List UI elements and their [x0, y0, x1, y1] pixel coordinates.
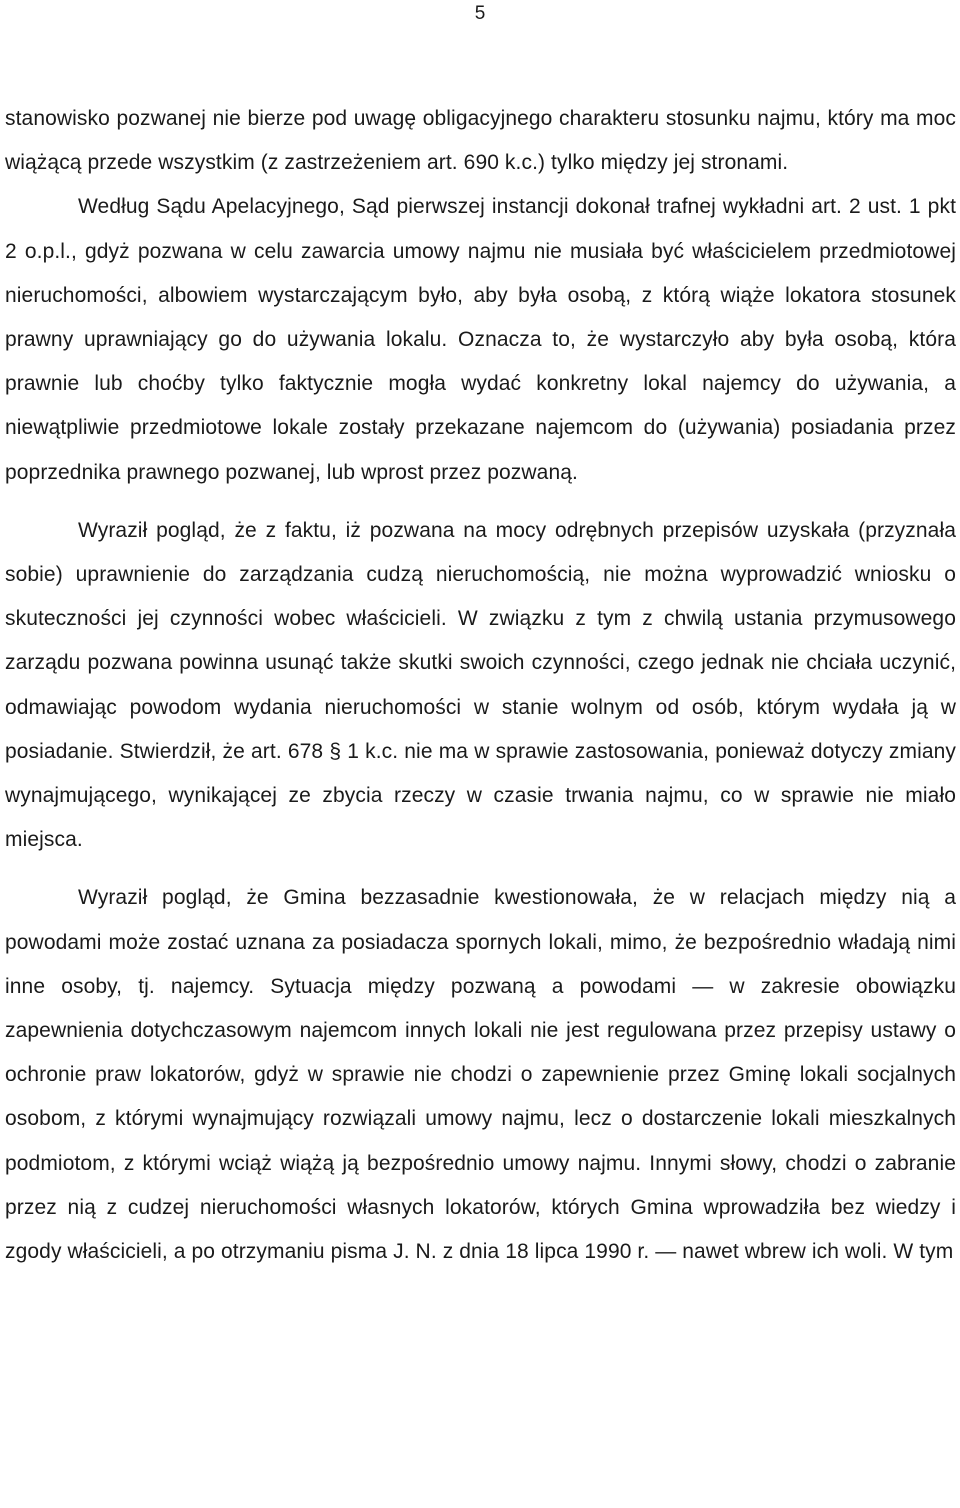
paragraph-court-opinion: Według Sądu Apelacyjnego, Sąd pierwszej instancji dokonał trafnej wykładni art. 2 ust. 1 pkt 2 o.p.l., gdyż pozwana w celu zawarcia umowy najmu nie musiała być właścicielem przedmiotowej nieruchomości, albowiem wystarczającym było, aby była osobą, z którą wiąże lokatora stosunek prawny uprawniający go do używania lokalu. Oznacza to, że wystarczyło aby była osobą, która prawnie lub choćby tylko faktycznie mogła wydać konkretny lokal najemcy do używania, a niewątpliwie przedmiotowe lokale zostały przekazane najemcom do (używania) posiadania przez poprzednika prawnego pozwanej, lub wprost przez pozwaną.: [5, 195, 956, 484]
paragraph-continuation: stanowisko pozwanej nie bierze pod uwagę obligacyjnego charakteru stosunku najmu, który ma moc wiążącą przede wszystkim (z zastrzeżeniem art. 690 k.c.) tylko między jej stronami.: [5, 107, 956, 175]
document-body: [5, 97, 956, 1274]
paragraph-management-view: Wyraził pogląd, że z faktu, iż pozwana na mocy odrębnych przepisów uzyskała (przyznała sobie) uprawnienie do zarządzania cudzą nieruchomością, nie można wyprowadzić wniosku o skuteczności jej czynności wobec właścicieli. W związku z tym z chwilą ustania przymusowego zarządu pozwana powinna usunąć także skutki swoich czynności, czego jednak nie chciała uczynić, odmawiając powodom wydania nieruchomości w stanie wolnym od osób, którym wydała ją w posiadanie. Stwierdził, że art. 678 § 1 k.c. nie ma w sprawie zastosowania, ponieważ dotyczy zmiany wynajmującego, wynikającej ze zbycia rzeczy w czasie trwania najmu, co w sprawie nie miało miejsca.: [5, 518, 956, 852]
paragraph-municipality-view: Wyraził pogląd, że Gmina bezzasadnie kwestionowała, że w relacjach między nią a powodami może zostać uznana za posiadacza spornych lokali, mimo, że bezpośrednio władają nimi inne osoby, tj. najemcy. Sytuacja między pozwaną a powodami — w zakresie obowiązku zapewnienia dotychczasowym najemcom innych lokali nie jest regulowana przez przepisy ustawy o ochronie praw lokatorów, gdyż w sprawie nie chodzi o zapewnienie przez Gminę lokali socjalnych osobom, z którymi wynajmujący rozwiązali umowy najmu, lecz o dostarczenie lokali mieszkalnych podmiotom, z którymi wciąż wiążą ją bezpośrednio umowy najmu. Innymi słowy, chodzi o zabranie przez nią z cudzej nieruchomości własnych lokatorów, których Gmina wprowadziła bez wiedzy i zgody właścicieli, a po otrzymaniu pisma J. N. z dnia 18 lipca 1990 r. — nawet wbrew ich woli. W tym: [5, 886, 956, 1264]
page-number: 5: [474, 3, 486, 24]
